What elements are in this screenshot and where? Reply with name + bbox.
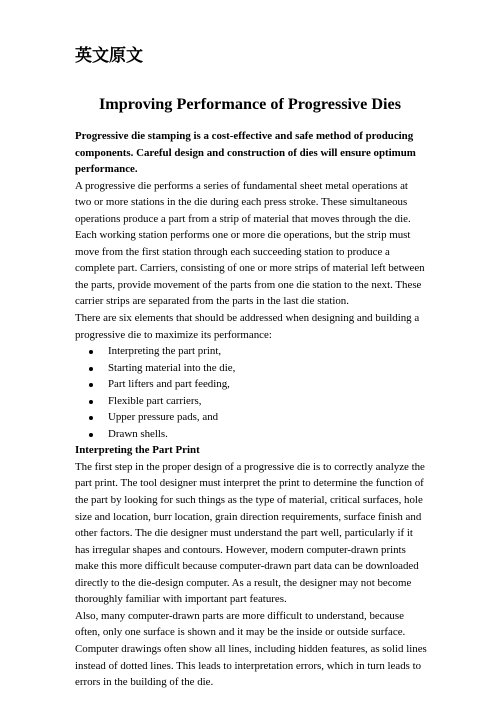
bullet-icon xyxy=(89,383,93,387)
section-heading: 英文原文 xyxy=(75,46,143,66)
bullet-icon xyxy=(89,367,93,371)
subsection-heading: Interpreting the Part Print xyxy=(75,444,200,457)
bullet-icon xyxy=(89,433,93,437)
list-item-text: Upper pressure pads, and xyxy=(108,411,219,424)
list-item xyxy=(75,426,427,443)
list-item-text: Drawn shells. xyxy=(108,427,168,440)
list-item xyxy=(75,360,427,377)
list-item xyxy=(75,343,427,360)
body-paragraph: A progressive die performs a series of fundamental sheet metal operations at two or more stations in the die during each press stroke. These simultaneous operations produce a part from a strip of material that moves through the die. Each working station performs one or more die operations, but the strip must move from the first station through each succeeding station to produce a complete part. Carriers, consisting of one or more strips of material left between the parts, provide movement of the parts from one die station to the next. These carrier strips are separated from the parts in the last die station. xyxy=(75,179,425,308)
bullet-icon xyxy=(89,416,93,420)
list-item xyxy=(75,409,427,426)
bullet-icon xyxy=(89,350,93,354)
body-paragraph: The first step in the proper design of a progressive die is to correctly analyze the part print. The tool designer must interpret the print to determine the function of the part by looking for such things as the type of material, critical surfaces, hole size and location, burr location, grain direction requirements, surface finish and other factors. The die designer must understand the part well, particularly if it has irregular shapes and contours. However, modern computer-drawn prints make this more difficult because computer-drawn part data can be downloaded directly to the die-design computer. As a result, the designer may not become thoroughly familiar with important part features. xyxy=(75,460,425,606)
list-item xyxy=(75,393,427,410)
lead-paragraph: Progressive die stamping is a cost-effective and safe method of producing components. Careful design and construction of dies will ensure optimum performance. xyxy=(75,130,416,176)
body-paragraph: Also, many computer-drawn parts are more difficult to understand, because often, only one surface is shown and it may be the inside or outside surface. Computer drawings often show all lines, including hidden features, as solid lines instead of dotted lines. This leads to interpretation errors, which in turn leads to errors in the building of the die. xyxy=(75,609,427,689)
body-paragraph: There are six elements that should be addressed when designing and building a progressive die to maximize its performance: xyxy=(75,312,420,341)
list-item xyxy=(75,376,427,393)
list-item-text: Flexible part carriers, xyxy=(108,394,202,407)
document-body xyxy=(75,128,427,691)
list-item-text: Interpreting the part print, xyxy=(108,345,222,358)
list-item-text: Starting material into the die, xyxy=(108,361,236,374)
document-title: Improving Performance of Progressive Dies xyxy=(98,95,402,113)
element-list xyxy=(75,343,427,442)
list-item-text: Part lifters and part feeding, xyxy=(108,378,230,391)
bullet-icon xyxy=(89,400,93,404)
